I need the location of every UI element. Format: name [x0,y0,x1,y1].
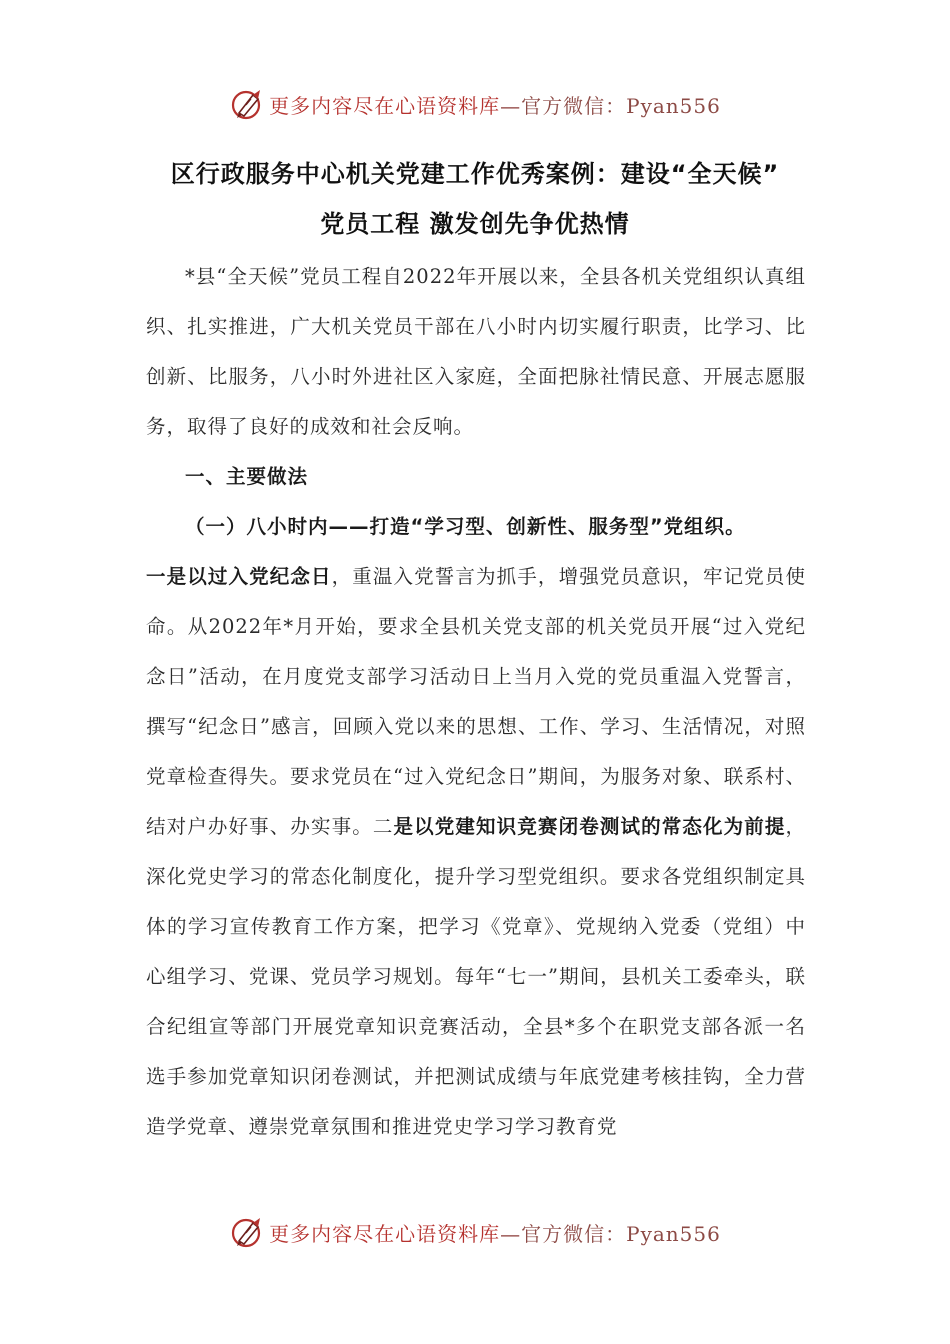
section-heading-main-practices: 一、主要做法 [185,465,309,488]
document-body [146,252,806,1152]
pen-nib-logo-icon [229,1214,265,1250]
document-title-line-2: 党员工程 激发创先争优热情 [320,210,630,238]
point-one-text: ，重温入党誓言为抓手，增强党员意识，牢记党员使命。从2022年*月开始，要求全县机关党支部的机关党员开展“过入党纪念日”活动，在月度党支部学习活动日上当月入党的党员重温入党誓言，撰写“纪念日”感言，回顾入党以来的思想、工作、学习、生活情况，对照党章检查得失。要求党员在“过入党纪念日”期间，为服务对象、联系村、结对户办好事、办实事。 [146,565,806,838]
sub-heading-within-eight-hours: （一）八小时内——打造“学习型、创新性、服务型”党组织。 [185,515,746,538]
document-title-line-1: 区行政服务中心机关党建工作优秀案例：建设“全天候” [170,160,780,188]
banner-wechat-id: Pyan556 [626,1221,721,1246]
banner-site-text: 更多内容尽在心语资料库 [269,93,501,118]
banner-separator: — [500,93,522,118]
banner-separator: — [500,1221,522,1246]
footer-banner [0,1212,950,1252]
pen-nib-logo-icon [229,86,265,122]
point-two-text: ，深化党史学习的常态化制度化，提升学习型党组织。要求各党组织制定具体的学习宣传教育工作方案，把学习《党章》、党规纳入党委（党组）中心组学习、党课、党员学习规划。每年“七一”期间，县机关工委牵头，联合纪组宣等部门开展党章知识竞赛活动，全县*多个在职党支部各派一名选手参加党章知识闭卷测试，并把测试成绩与年底党建考核挂钩，全力营造学党章、遵崇党章氛围和推进党史学习学习教育党 [146,815,806,1138]
banner-wechat-id: Pyan556 [626,93,721,118]
point-two-bold: 是以党建知识竞赛闭卷测试的常态化为前提 [393,815,786,838]
banner-wechat-label: 官方微信： [521,93,627,118]
practice-paragraph [146,552,806,1152]
intro-paragraph: *县“全天候”党员工程自2022年开展以来，全县各机关党组织认真组织、扎实推进，广大机关党员干部在八小时内切实履行职责，比学习、比创新、比服务，八小时外进社区入家庭，全面把脉社情民意、开展志愿服务，取得了良好的成效和社会反响。 [146,265,806,438]
point-two-lead: 二 [372,815,394,838]
header-banner [0,84,950,124]
footer-banner-text [269,1218,721,1247]
banner-site-text: 更多内容尽在心语资料库 [269,1221,501,1246]
banner-wechat-label: 官方微信： [521,1221,627,1246]
point-one-bold: 一是以过入党纪念日 [146,565,332,588]
header-banner-text [269,90,721,119]
